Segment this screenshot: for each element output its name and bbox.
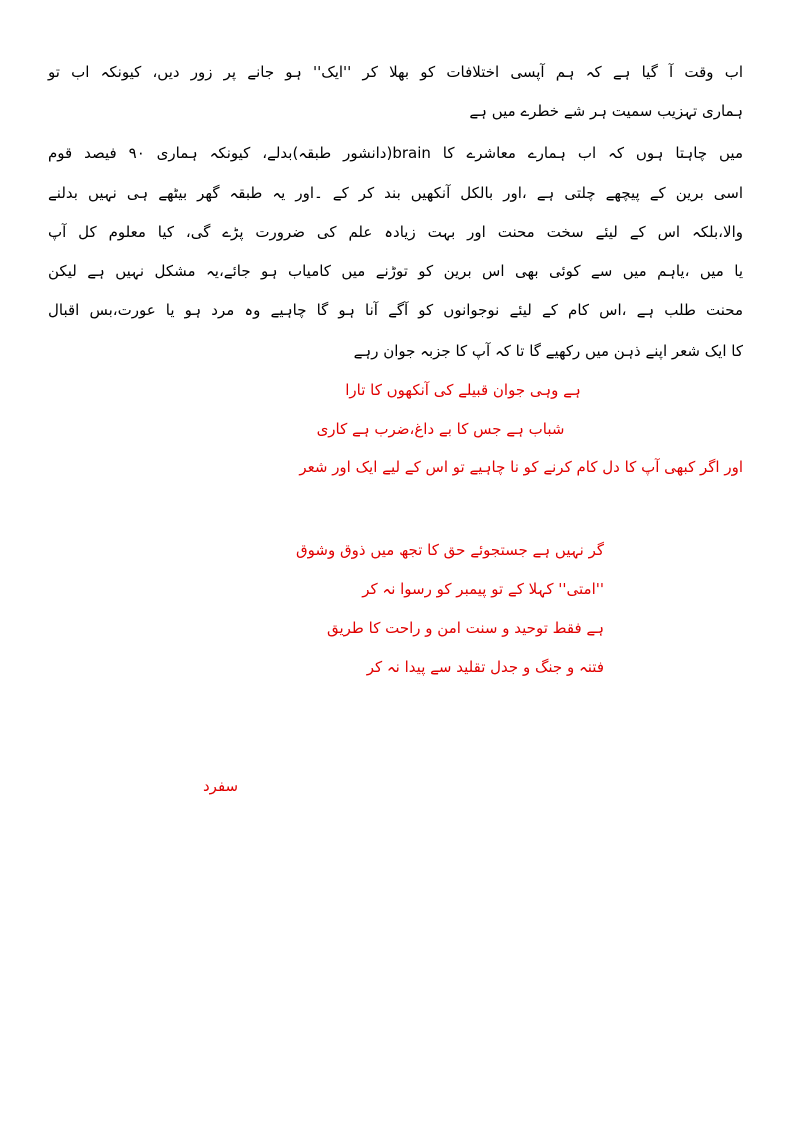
verse-1-line-2: شباب ہے جس کا بے داغ،ضرب ہے کاری [316,420,565,438]
verse-2-line-4: فتنہ و جنگ و جدل تقلید سے پیدا نہ کر [366,658,604,676]
paragraph-line-6: یا میں ،یاہم میں سے کوئی بھی اس برین کو توڑنے میں کامیاب ہو جائے،یہ مشکل نہیں ہے لیکن [48,262,743,280]
paragraph-line-7: محنت طلب ہے ،اس کام کے لیئے نوجوانوں کو آگے آنا ہو گا چاہیے وہ مرد ہو یا عورت،بس اقبال [48,301,743,319]
signature: سفرد [203,777,239,795]
verse-2-line-3: ہے فقط توحید و سنت امن و راحت کا طریق [326,619,604,637]
paragraph-line-2: ہماری تہزیب سمیت ہر شے خطرے میں ہے [469,102,743,120]
paragraph-line-8: کا ایک شعر اپنے ذہن میں رکھیے گا تا کہ آپ کا جزبہ جوان رہے [353,342,743,360]
verse-2-line-2: ''امتی'' کہلا کے تو پیمبر کو رسوا نہ کر [362,580,604,598]
transition-line: اور اگر کبھی آپ کا دل کام کرنے کو نا چاہیے تو اس کے لیے ایک اور شعر [299,458,743,476]
paragraph-line-5: والا،بلکہ اس کے لیئے سخت محنت اور بہت زیادہ علم کی ضرورت پڑے گی، کیا معلوم کل آپ [48,223,743,241]
paragraph-line-4: اسی برین کے پیچھے چلتی ہے ،اور بالکل آنکھیں بند کر کے ۔اور یہ طبقہ گھر بیٹھے ہی نہیں بدلنے [48,184,743,202]
paragraph-line-3: میں چاہتا ہوں کہ اب ہمارے معاشرے کا brain(دانشور طبقہ)بدلے، کیونکہ ہماری ۹۰ فیصد قوم [48,144,743,162]
paragraph-line-1: اب وقت آ گیا ہے کہ ہم آپسی اختلافات کو بھلا کر ''ایک'' ہو جانے پر زور دیں، کیونکہ اب تو [48,63,743,81]
verse-1-line-1: ہے وہی جوان قبیلے کی آنکھوں کا تارا [345,381,581,399]
verse-2-line-1: گر نہیں ہے جستجوئے حق کا تجھ میں ذوق وشوق [296,541,604,559]
